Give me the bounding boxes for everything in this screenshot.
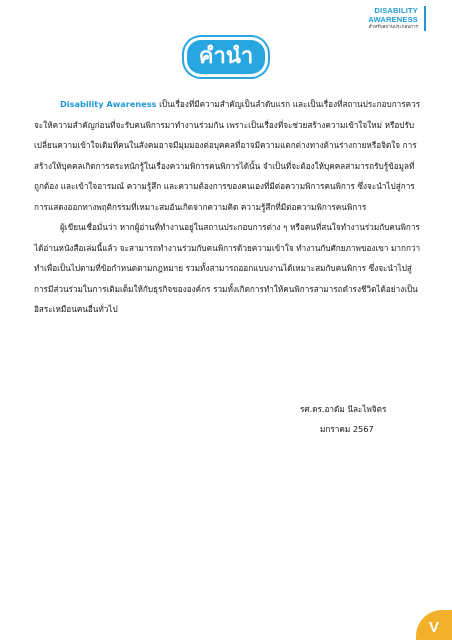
page-title: คำนำ bbox=[187, 40, 265, 74]
title-badge bbox=[0, 40, 452, 74]
brand-block bbox=[298, 6, 426, 31]
page-number: V bbox=[428, 619, 439, 636]
signature-block bbox=[300, 399, 420, 439]
paragraph-2-text: ผู้เขียนเชื่อมั่นว่า หากผู้อ่านที่ทำงานอยู่ในสถานประกอบการต่าง ๆ หรือคนที่สนใจทำงานร่วมกับคนพิการได้อ่านหนังสือเล่มนี้แล้ว จะสามารถทำงานร่วมกับคนพิการด้วยความเข้าใจ ทำงานกับศักยภาพของเขา มากกว่าทำเพื่อเป็นไปตามที่ข้อกำหนดตามกฎหมาย รวมทั้งสามารถออกแบบงานได้เหมาะสมกับคนพิการ ซึ่งจะนำไปสู่การมีส่วนร่วมในการเติมเต็มให้กับธุรกิจขององค์กร รวมทั้งเกิดการทำให้คนพิการสามารถดำรงชีวิตได้อย่างเป็นอิสระเหมือนคนอื่นทั่วไป bbox=[34, 222, 421, 314]
paragraph-1-text: เป็นเรื่องที่มีความสำคัญเป็นลำดับแรก และเป็นเรื่องที่สถานประกอบการควรจะให้ความสำคัญก่อนที่จะรับคนพิการมาทำงานร่วมกัน เพราะเป็นเรื่องที่จะช่วยสร้างความเข้าใจใหม่ หรือปรับเปลี่ยนความเข้าใจเดิมที่คนในสังคมอาจมีมุมมองต่อบุคคลที่อาจมีความแตกต่างทางด้านร่างกายหรือจิตใจ การสร้างให้บุคคลเกิดการตระหนักรู้ในเรื่องความพิการคนพิการได้นั้น จำเป็นที่จะต้องให้บุคคลสามารถรับรู้ข้อมูลที่ถูกต้อง และเข้าใจอารมณ์ ความรู้สึก และความต้องการของคนเองที่มีต่อความพิการคนพิการ ซึ่งจะนำไปสู่การการแสดงออกทางพฤติกรรมที่เหมาะสมอันเกิดจากความคิด ความรู้สึกที่มีต่อความพิการคนพิการ bbox=[34, 99, 421, 212]
brand-title-line1: DISABILITY bbox=[374, 6, 418, 15]
signature-date: มกราคม 2567 bbox=[320, 424, 374, 434]
paragraph-2 bbox=[34, 217, 424, 320]
brand-subtitle: สำหรับสถานประกอบการ bbox=[368, 25, 418, 30]
paragraph-1 bbox=[34, 94, 424, 217]
preface-body bbox=[34, 94, 424, 320]
paragraph-1-lead: Disability Awareness bbox=[60, 99, 157, 109]
author-name: รศ.ดร.อาดัม นีละไพจิตร bbox=[300, 404, 387, 414]
brand-title-line2: AWARENESS bbox=[368, 15, 418, 24]
